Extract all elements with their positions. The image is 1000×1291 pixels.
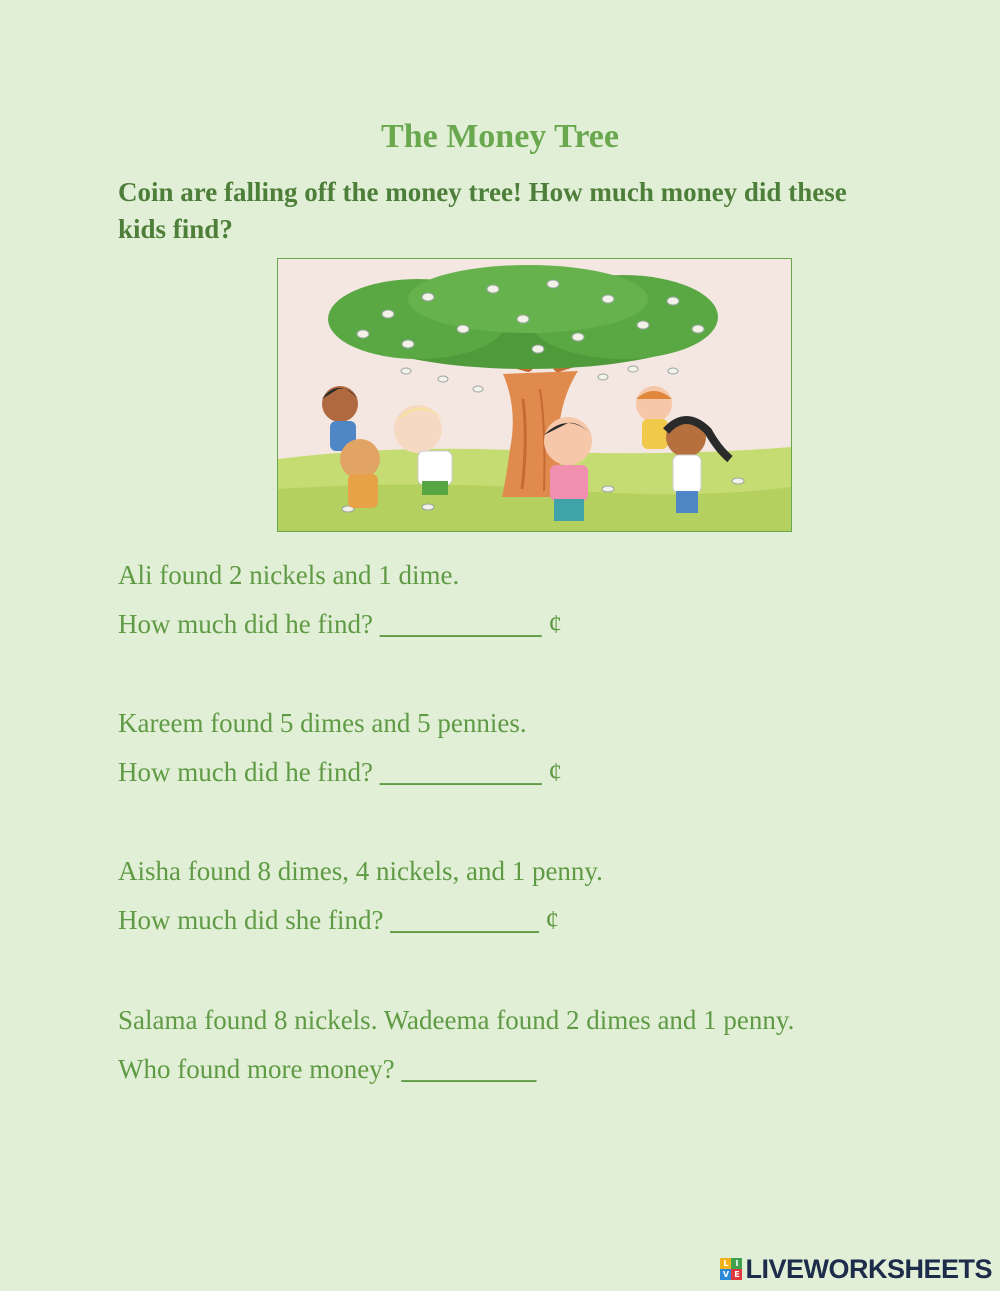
question-3-answer-blank[interactable]: ___________ — [390, 905, 539, 935]
question-2-prompt-text: How much did he find? — [118, 757, 373, 787]
question-1-statement: Ali found 2 nickels and 1 dime. — [118, 560, 460, 590]
question-2-prompt — [118, 757, 562, 788]
question-1-answer-blank[interactable]: ____________ — [379, 609, 542, 639]
logo-text: LIVEWORKSHEETS — [745, 1253, 992, 1284]
question-4-statement: Salama found 8 nickels. Wadeema found 2 dimes and 1 penny. — [118, 1005, 795, 1035]
instructions: Coin are falling off the money tree! How much money did these kids find? — [118, 177, 847, 244]
question-4-prompt — [118, 1054, 536, 1085]
question-3-prompt — [118, 905, 559, 936]
live-badge-icon: L I V E — [720, 1258, 742, 1280]
question-3-prompt-text: How much did she find? — [118, 905, 384, 935]
question-1-prompt — [118, 609, 562, 640]
liveworksheets-logo — [720, 1253, 992, 1285]
cent-sign: ¢ — [548, 609, 562, 639]
question-4-prompt-text: Who found more money? — [118, 1054, 395, 1084]
question-3-statement: Aisha found 8 dimes, 4 nickels, and 1 penny. — [118, 856, 603, 886]
money-tree-illustration — [277, 258, 792, 532]
cent-sign: ¢ — [548, 757, 562, 787]
cent-sign: ¢ — [545, 905, 559, 935]
question-4-answer-blank[interactable]: __________ — [401, 1054, 537, 1084]
question-2-answer-blank[interactable]: ____________ — [379, 757, 542, 787]
page-title: The Money Tree — [381, 118, 619, 155]
question-1-prompt-text: How much did he find? — [118, 609, 373, 639]
question-2-statement: Kareem found 5 dimes and 5 pennies. — [118, 708, 527, 738]
